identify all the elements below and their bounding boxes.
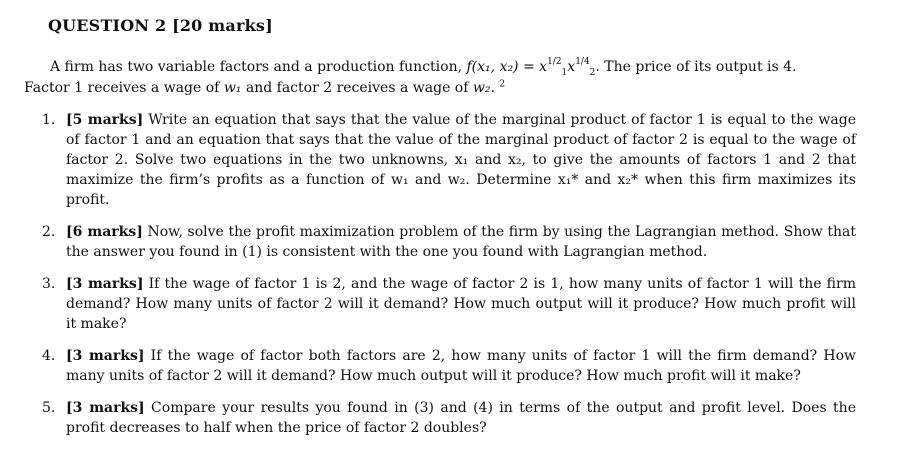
- intro-line-1: [24, 57, 864, 78]
- item-number: 3.: [42, 276, 56, 292]
- list-item: [42, 110, 856, 210]
- item-text: Now, solve the profit maximization problem of the firm by using the Lagrangian method. Show that the answer you found in (1) is consistent with the one you found with Lagrangian method.: [66, 224, 856, 260]
- wage-1-symbol: w₁: [223, 80, 242, 96]
- item-marks: [6 marks]: [66, 224, 143, 240]
- question-intro: [24, 57, 864, 99]
- factor-2-term: $x^{1/4}_2$: [567, 57, 596, 78]
- list-item: [42, 274, 856, 334]
- list-item: [42, 222, 856, 262]
- item-text: Write an equation that says that the value of the marginal product of factor 1 is equal to the wage of factor 1 and an equation that says that the value of the marginal product of factor 2 is equal to the wage of factor 2. Solve two equations in the two unknowns, x₁ and x₂, to give the amounts of factors 1 and 2 that maximize the firm’s profits as a function of w₁ and w₂. Determine x₁* and x₂* when this firm maximizes its profit.: [66, 112, 856, 208]
- item-marks: [3 marks]: [66, 400, 145, 416]
- intro-text-5: .: [490, 80, 500, 96]
- list-item: [42, 346, 856, 386]
- item-text: If the wage of factor both factors are 2, how many units of factor 1 will the firm demand? How many units of factor 2 will it demand? How much output will it produce? How much profit will it make?: [66, 348, 856, 384]
- intro-text-4: and factor 2 receives a wage of: [241, 80, 473, 96]
- question-parts-list: [42, 110, 856, 450]
- item-number: 5.: [42, 400, 56, 416]
- list-item: [42, 398, 856, 438]
- function-args: (x₁, x₂) =: [471, 59, 540, 75]
- item-number: 1.: [42, 112, 56, 128]
- item-marks: [3 marks]: [66, 276, 144, 292]
- intro-text-2: . The price of its output is 4.: [595, 59, 797, 75]
- item-marks: [3 marks]: [66, 348, 145, 364]
- item-text: Compare your results you found in (3) and (4) in terms of the output and profit level. Does the profit decreases to half when the price of factor 2 doubles?: [66, 400, 856, 436]
- question-title: QUESTION 2 [20 marks]: [48, 16, 273, 35]
- item-number: 4.: [42, 348, 56, 364]
- footnote-marker: 2: [499, 79, 506, 90]
- wage-2-symbol: w₂: [472, 80, 491, 96]
- item-marks: [5 marks]: [66, 112, 144, 128]
- intro-text-3: Factor 1 receives a wage of: [24, 80, 224, 96]
- function-symbol: f: [466, 59, 472, 75]
- item-text: If the wage of factor 1 is 2, and the wage of factor 2 is 1, how many units of factor 1 will the firm demand? How many units of factor 2 will it demand? How much output will it produce? How much profit will it make?: [66, 276, 856, 332]
- item-number: 2.: [42, 224, 56, 240]
- intro-line-2: [24, 78, 864, 99]
- factor-1-term: $x^{1/2}_1$: [539, 57, 568, 78]
- intro-text-1: A firm has two variable factors and a production function,: [50, 59, 467, 75]
